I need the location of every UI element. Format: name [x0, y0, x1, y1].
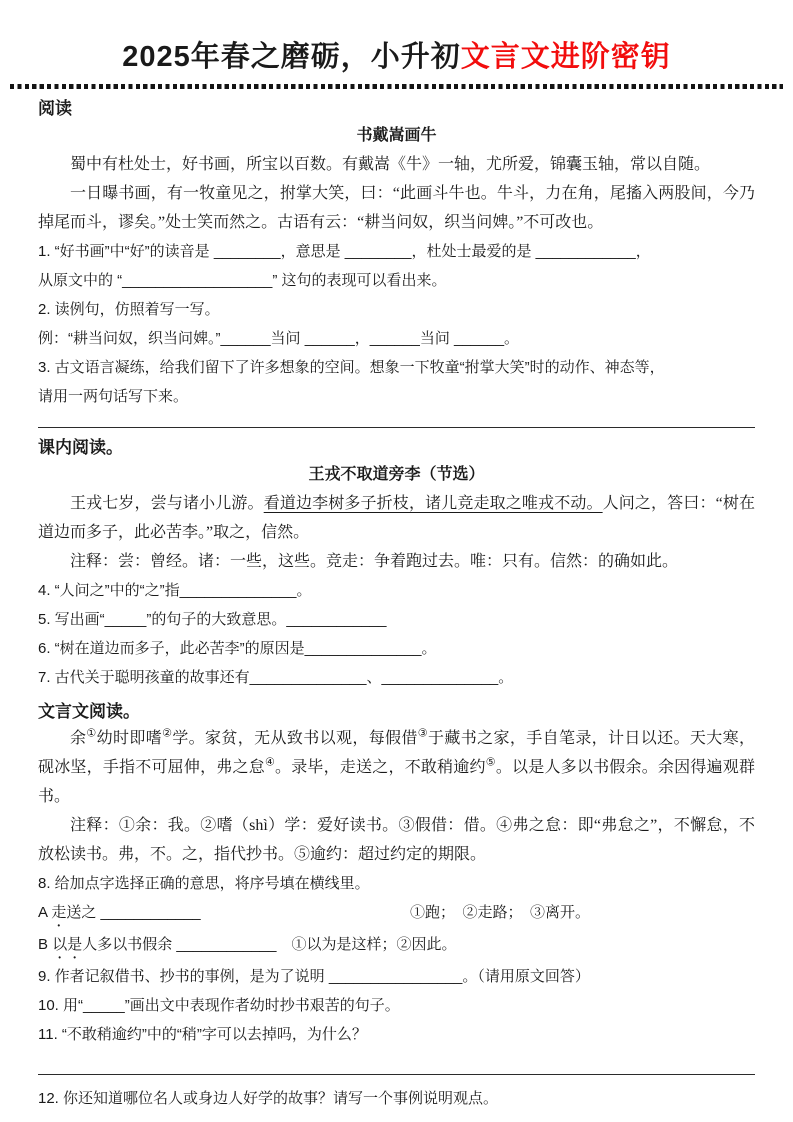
question-7: 7. 古代关于聪明孩童的故事还有______________、______________。 — [38, 669, 514, 686]
question-1-line-1: 1. “好书画”中“好”的读音是 ________，意思是 ________，杜处士最爱的是 ____________， — [38, 243, 651, 260]
option-b-label: B — [38, 936, 53, 953]
question-2-example: 例：“耕当问奴，织当问婢。”______当问 ______，______当问 ______。 — [38, 330, 520, 347]
emphasized-character: 走 — [51, 904, 67, 921]
passage-paragraph — [38, 724, 755, 811]
question-5: 5. 写出画“_____”的句子的大致意思。____________ — [38, 611, 387, 628]
passage-text-pre: 王戎七岁，尝与诸小儿游。 — [70, 495, 264, 512]
passage-text: 学。家贫，无从致书以观，每假借 — [172, 730, 418, 747]
question-3-line-1: 3. 古文语言凝练，给我们留下了许多想象的空间。想象一下牧童“拊掌大笑”时的动作、神态等， — [38, 359, 665, 376]
option-a-label: A — [38, 904, 52, 921]
section-heading-reading: 阅读 — [38, 99, 72, 118]
section-heading-classical: 文言文阅读。 — [38, 702, 140, 721]
passage-paragraph — [38, 489, 755, 547]
page-title-highlight: 文言文进阶密钥 — [460, 41, 671, 73]
passage-notes: 注释：尝：曾经。诸：一些，这些。竞走：争着跑过去。唯：只有。信然：的确如此。 — [70, 553, 679, 570]
passage-paragraph-1: 蜀中有杜处士，好书画，所宝以百数。有戴嵩《牛》一轴，尤所爱，锦囊玉轴，常以自随。 — [70, 156, 711, 173]
dotted-separator — [10, 84, 783, 89]
footnote-marker-4: ④ — [264, 756, 276, 769]
passage-shu-daisong-hua-niu — [38, 150, 755, 237]
emphasized-characters: 以是 — [52, 936, 83, 953]
footnote-marker-5: ⑤ — [485, 756, 496, 769]
question-4: 4. “人问之”中的“之”指______________。 — [38, 582, 312, 599]
section-in-class-reading — [38, 435, 755, 692]
passage-song-lian — [38, 724, 755, 869]
answer-line-question-3 — [38, 427, 755, 428]
passage-text: 。录毕，走送之，不敢稍逾约 — [275, 759, 486, 776]
question-9: 9. 作者记叙借书、抄书的事例，是为了说明 ________________。（请用原文回答） — [38, 968, 590, 985]
question-11: 11. “不敢稍逾约”中的“稍”字可以去掉吗，为什么？ — [38, 1026, 367, 1043]
section-classical-reading — [38, 699, 755, 1113]
section-heading-in-class: 课内阅读。 — [38, 438, 123, 457]
passage-text: 幼时即嗜 — [96, 730, 163, 747]
passage-notes: 注释：①余：我。②嗜（shì）学：爱好读书。③假借：借。④弗之怠：即“弗怠之”，不懈怠，不放松读书。弗，不。之，指代抄书。⑤逾约：超过约定的期限。 — [38, 817, 755, 863]
question-6: 6. “树在道边而多子，此必苦李”的原因是______________。 — [38, 640, 437, 657]
option-a-stem-rest: 送之 ____________ — [66, 904, 201, 921]
question-8-option-a — [38, 898, 755, 930]
question-8a-stem — [38, 898, 410, 930]
passage-text: 。以是人多以书假余。余因得遍观群书。 — [38, 759, 755, 805]
option-b-choices: ①以为是这样；②因此。 — [291, 936, 457, 953]
passage-wang-rong — [38, 489, 755, 576]
question-2: 2. 读例句，仿照着写一写。 — [38, 301, 220, 318]
footnote-marker-2: ② — [162, 727, 173, 740]
passage-title-wang-rong: 王戎不取道旁李（节选） — [308, 466, 485, 483]
passage-text: 余 — [70, 730, 87, 747]
question-1-line-2: 从原文中的 “__________________” 这句的表现可以看出来。 — [38, 272, 447, 289]
footnote-marker-1: ① — [86, 727, 97, 740]
question-12: 12. 你还知道哪位名人或身边人好学的故事？请写一个事例说明观点。 — [38, 1090, 499, 1107]
passage-text-post: 人问之，答曰：“树在道边而多子，此必苦李。”取之，信然。 — [38, 495, 755, 541]
page-title — [38, 40, 755, 74]
option-b-stem-rest: 人多以书假余 ____________ — [82, 936, 292, 953]
passage-title-shu-daisong-hua-niu: 书戴嵩画牛 — [356, 127, 437, 144]
page-title-main: 2025年春之磨砺，小升初 — [122, 41, 461, 73]
section-reading — [38, 96, 755, 428]
question-10: 10. 用“_____”画出文中表现作者幼时抄书艰苦的句子。 — [38, 997, 400, 1014]
question-3-line-2: 请用一两句话写下来。 — [38, 388, 189, 405]
passage-text-underlined: 看道边李树多子折枝，诸儿竞走取之唯戎不动。 — [263, 495, 603, 512]
question-8-option-b — [38, 930, 755, 962]
answer-line-question-11 — [38, 1074, 755, 1075]
footnote-marker-3: ③ — [417, 727, 429, 740]
option-a-choices: ①跑； ②走路； ③离开。 — [410, 904, 591, 921]
question-8: 8. 给加点字选择正确的意思，将序号填在横线里。 — [38, 875, 370, 892]
passage-paragraph-2: 一日曝书画，有一牧童见之，拊掌大笑，曰：“此画斗牛也。牛斗，力在角，尾搐入两股间，今乃掉尾而斗，谬矣。”处士笑而然之。古语有云：“耕当问奴，织当问婢。”不可改也。 — [38, 185, 755, 231]
passage-text: 于藏书之家，手自笔录，计日以还。天大寒，砚冰坚，手指不可屈伸，弗之怠 — [38, 730, 755, 776]
